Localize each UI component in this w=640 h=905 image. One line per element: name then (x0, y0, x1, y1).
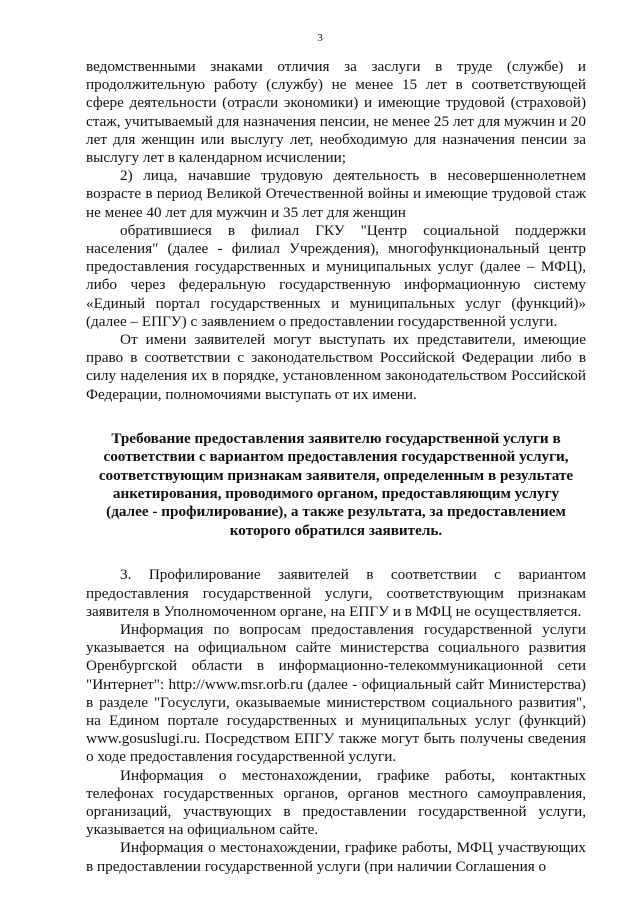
paragraph-mfc-information: Информация о местонахождении, графике работы, МФЦ участвующих в предоставлении государственной услуги (при наличии Соглашения о (86, 839, 586, 875)
paragraph-profiling: 3. Профилирование заявителей в соответствии с вариантом предоставления государственной услуги, соответствующим признакам заявителя в Уполномоченном органе, на ЕПГУ и в МФЦ не осуществляется. (86, 566, 586, 620)
paragraph-contact-information: Информация о местонахождении, графике работы, контактных телефонах государственных органов, органов местного самоуправления, организаций, участвующих в предоставлении государственной услуги, указывается на официальном сайте. (86, 766, 586, 839)
paragraph-continuation: ведомственными знаками отличия за заслуги в труде (службе) и продолжительную работу (службу) не менее 15 лет в соответствующей сфере деятельности (отрасли экономики) и имеющие трудовой (страховой) стаж, учитываемый для назначения пенсии, не менее 25 лет для мужчин и 20 лет для женщин или выслугу лет, необходимую для назначения пенсии за выслугу лет в календарном исчислении; (86, 58, 586, 167)
paragraph-item-2: 2) лица, начавшие трудовую деятельность в несовершеннолетнем возрасте в период Великой Отечественной войны и имеющие трудовой стаж не менее 40 лет для мужчин и 35 лет для женщин (86, 167, 586, 221)
paragraph-information-website: Информация по вопросам предоставления государственной услуги указывается на официальном сайте министерства социального развития Оренбургской области в информационно-телекоммуникационной сети "Интернет": http://www.msr.orb.ru (далее - официальный сайт Министерства) в разделе "Госуслуги, оказываемые министерством социального развития", на Едином портале государственных и муниципальных услуг (функций) www.gosuslugi.ru. Посредством ЕПГУ также могут быть получены сведения о ходе предоставления государственной услуги. (86, 620, 586, 766)
section-heading: Требование предоставления заявителю государственной услуги в соответствии с вариантом предоставления государственной услуги, соответствующим признакам заявителя, определенным в результате анкетирования, проводимого органом, предоставляющим услугу (далее - профилирование), а также результата, за предоставлением которого обратился заявитель. (98, 429, 574, 539)
page-number: 3 (317, 32, 323, 44)
paragraph-applicants: обратившиеся в филиал ГКУ "Центр социальной поддержки населения" (далее - филиал Учреждения), многофункциональный центр предоставления государственных и муниципальных услуг (далее – МФЦ), либо через федеральную государственную информационную систему «Единый портал государственных и муниципальных услуг (функций)» (далее – ЕПГУ) с заявлением о предоставлении государственной услуги. (86, 221, 586, 330)
document-body (86, 58, 586, 876)
paragraph-representatives: От имени заявителей могут выступать их представители, имеющие право в соответствии с законодательством Российской Федерации либо в силу наделения их в порядке, установленном законодательством Российской Федерации, полномочиями выступать от их имени. (86, 331, 586, 403)
